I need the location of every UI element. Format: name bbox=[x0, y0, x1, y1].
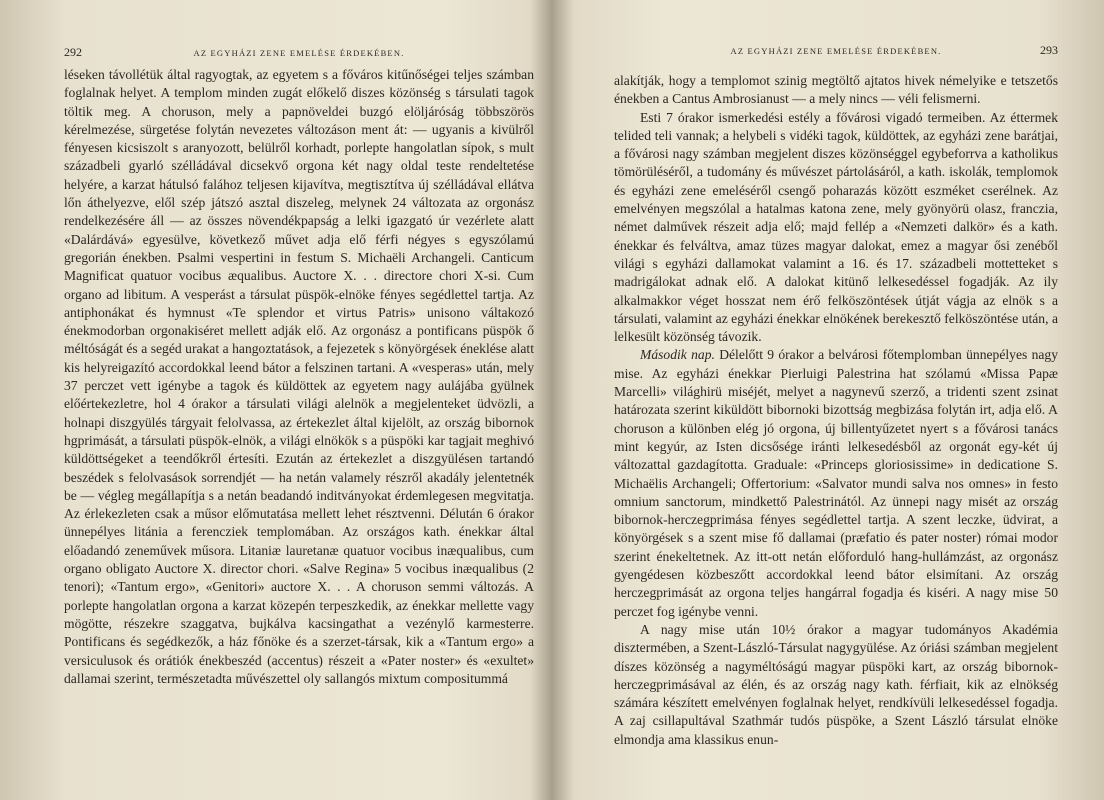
right-paragraph-2: Esti 7 órakor ismerkedési estély a fővárosi vigadó termeiben. Az éttermek telided teli vannak; a helybeli s vidéki tagok, küldöttek, az egyházi zene barátjai, a fővárosi nagy számban megjelent diszes közönséggel egybeforrva a katholikus tömörüléséről, a tudomány és művészet pártolásáról, a kath. iskolák, templomok és egyházi zene emeléséről csengő poharazás között eszméket cserélnek. Az emelvényen megszólal a hatalmas katona zene, mely gyönyörü olasz, franczia, német dalművek részeit adja elő; majd fellép a «Nemzeti dalkör» és a kath. énekkar és felváltva, amaz tüzes magyar dalokat, emez a magyar ősi zenéből világi s egyházi dallamokat valamint a 16. és 17. századbeli mottetteket s madrigálokat adnak elő. A dalokat kitünő lelkesedéssel fogadják. Az ily alkalmakkor véget hosszat nem érő felköszöntések útját vágja az elnök s a társulati, valamint az egyházi énekkar elnökének berekesztő felköszöntése után, a lelkesült közönség távozik. bbox=[614, 109, 1058, 345]
left-page-number: 292 bbox=[64, 45, 82, 59]
right-page-number: 293 bbox=[1040, 43, 1058, 57]
left-running-header bbox=[64, 45, 534, 66]
right-paragraph-4: A nagy mise után 10½ órakor a magyar tudományos Akadémia disztermében, a Szent-László-Társulat nagygyülése. Az óriási számban megjelent díszes közönség a nagyméltóságú magyar püspöki kart, az ország bibornok-herczegprimásával az élén, és az ország nagy kath. férfiait, kik az elnökség számára készített emelvényen foglalnak helyet, rendkívüli lelkesedéssel fogadja. A zaj csillapultával Szathmár tudós püspöke, a Szent László társulat elnöke elmondja ama klassikus enun- bbox=[614, 621, 1058, 747]
right-page bbox=[554, 0, 1104, 800]
right-paragraph-3: Második nap. Délelőtt 9 órakor a belvárosi főtemplomban ünnepélyes nagy mise. Az egyházi énekkar Pierluigi Palestrina hat szólamú «Missa Papæ Marcelli» világhirü miséjét, melyet a nagynevű szerző, a tridenti szent zsinat határozata szerint kiküldött bibornoki bizottság megbizása folytán irt, adja elő. A choruson a különben elég jó orgona, új billentyűzetet nyert s a fővárosi tanács mint kegyúr, az Isten dicsősége iránti lelkesedésből az orgonát egy-két új változattal gazdagította. Graduale: «Princeps gloriosissime» in dedicatione S. Michaëlis Archangeli; Offertorium: «Salvator mundi salva nos omnes» in festo omnium sanctorum, mindkettő Palestrinától. Az ünnepi nagy misét az ország bibornok-herczegprimása fényes segédlettel tartja. A szent leczke, üdvirat, a könyörgések s a szent mise fő dallamai (præfatio és pater noster) római modor szerint énekeltetnek. Az itt-ott netán előforduló hang-hullámzást, az orgonász gyengédesen közbeszőtt accordokkal leend bátor elsimítani. Az ország herczegprimását az orgona teljes hangárral fogadja és kiséri. A nagy mise 50 perczet fog igénybe venni. bbox=[614, 347, 1058, 619]
section-lead: Második nap. bbox=[640, 347, 715, 363]
left-body-text bbox=[64, 66, 534, 688]
left-header-title: AZ EGYHÁZI ZENE EMELÉSE ÉRDEKÉBEN. bbox=[193, 48, 405, 58]
right-paragraph-1: alakítják, hogy a templomot szinig megtöltő ajtatos hivek némelyike e tetszetős énekben a Cantus Ambrosianust — a mely nincs — véli felismerni. bbox=[614, 73, 1058, 107]
right-running-header bbox=[614, 43, 1058, 64]
left-page bbox=[0, 0, 550, 800]
left-paragraph: léseken távollétük által ragyogtak, az egyetem s a főváros kitűnőségei teljes számban foglalnak helyet. A templom minden zugát előkelő diszes közönség s társulati tagok töltik meg. A choruson, mely a papnöveldei buzgó elöljáróság többszörös kérelmezése, sürgetése folytán nevezetes változáson ment át: — ugyanis a kivülről fényesen kicsiszolt s aranyozott, belülről korhadt, porlepte hangolatlan sípok, s mult századbeli gyarló szélládával dicsekvő orgona két nagy oldal teste rendeltetése helyére, a karzat hátulsó falához teljesen kijavítva, megtisztítva új szélládával ellátva lőn áthelyezve, elől szép játszó asztal diszeleg, melynek 24 változata az orgonász rendelkezésére áll — az összes növendékpapság a lelki igazgató úr vezérlete alatt «Dalárdává» egyesülve, következő művet adja elő férfi négyes s egyszólamú gregorián énekben. Psalmi vespertini in festum S. Michaëli Archangeli. Canticum Magnificat quatuor vocibus æqualibus. Auctore X. . . directore chori X-si. Cum organo ad libitum. A vesperást a társulat püspök-elnöke fényes segédlettel tartja. Az antiphonákat és hymnust «Te splendor et virtus Patris» unisono váltakozó énekmodorban orgonakiséret mellett adják elő. Az orgonász a pontificans püspök ő méltóságát és a segéd urakat a hangoztatások, a fejezetek s könyörgések éneklése alatt kis helyreigazító accordokkal leend bátor a felszinen tartani. A «vesperas» után, mely 37 perczet vett igénybe a tagok és küldöttek az egyetem nagy aulájába gyülnek előértekezletre, hol 4 órakor a társulati világi alelnök a megjelenteket üdvözli, a holnapi diszgyülés tárgyait felolvassa, az értekezlet által kijelölt, az ország bibornok hgprimását, a társulati püspök-elnök, a világi elnökök s a püspöki kar tagjait meghivó küldöttségeket a teendőkről értesíti. Ezután az értekezlet a diszgyülésen tartandó beszédek s felolvasások sorrendjét — ha netán valamely részről akadály jelentetnék be — végleg megállapítja s a netán beadandó inditványokat érdemlegesen megvitatja. Az érlekezleten csak a műsor előmutatása mellett lehet résztvenni. Délután 6 órakor ünnepélyes litánia a ferencziek templomában. Az országos kath. énekkar által előadandó zeneművek műsora. Litaniæ lauretanæ quatuor vocibus inæqualibus, cum organo obligato Auctore X. director chori. «Salve Regina» 5 vocibus inæqualibus (2 tenori); «Tantum ergo», «Genitori» auctore X. . . A choruson semmi változás. A porlepte hangolatlan orgona a karzat közepén terpeszkedik, az énekkar mellette vagy mögötte, részekre szaggatva, bujkálva kacsingathat a vezénylő karmesterre. Pontificans és segédkezők, a ház főnöke és a szerzet-társak, kik a «Tantum ergo» a versiculusok és orátiók énekbeszéd (accentus) részeit a «Pater noster» és «exultet» dallamai szerint, természetadta művészettel oly sallangós mixtum compositummá bbox=[64, 67, 534, 686]
right-body-text bbox=[614, 72, 1058, 749]
right-header-title: AZ EGYHÁZI ZENE EMELÉSE ÉRDEKÉBEN. bbox=[730, 46, 942, 56]
